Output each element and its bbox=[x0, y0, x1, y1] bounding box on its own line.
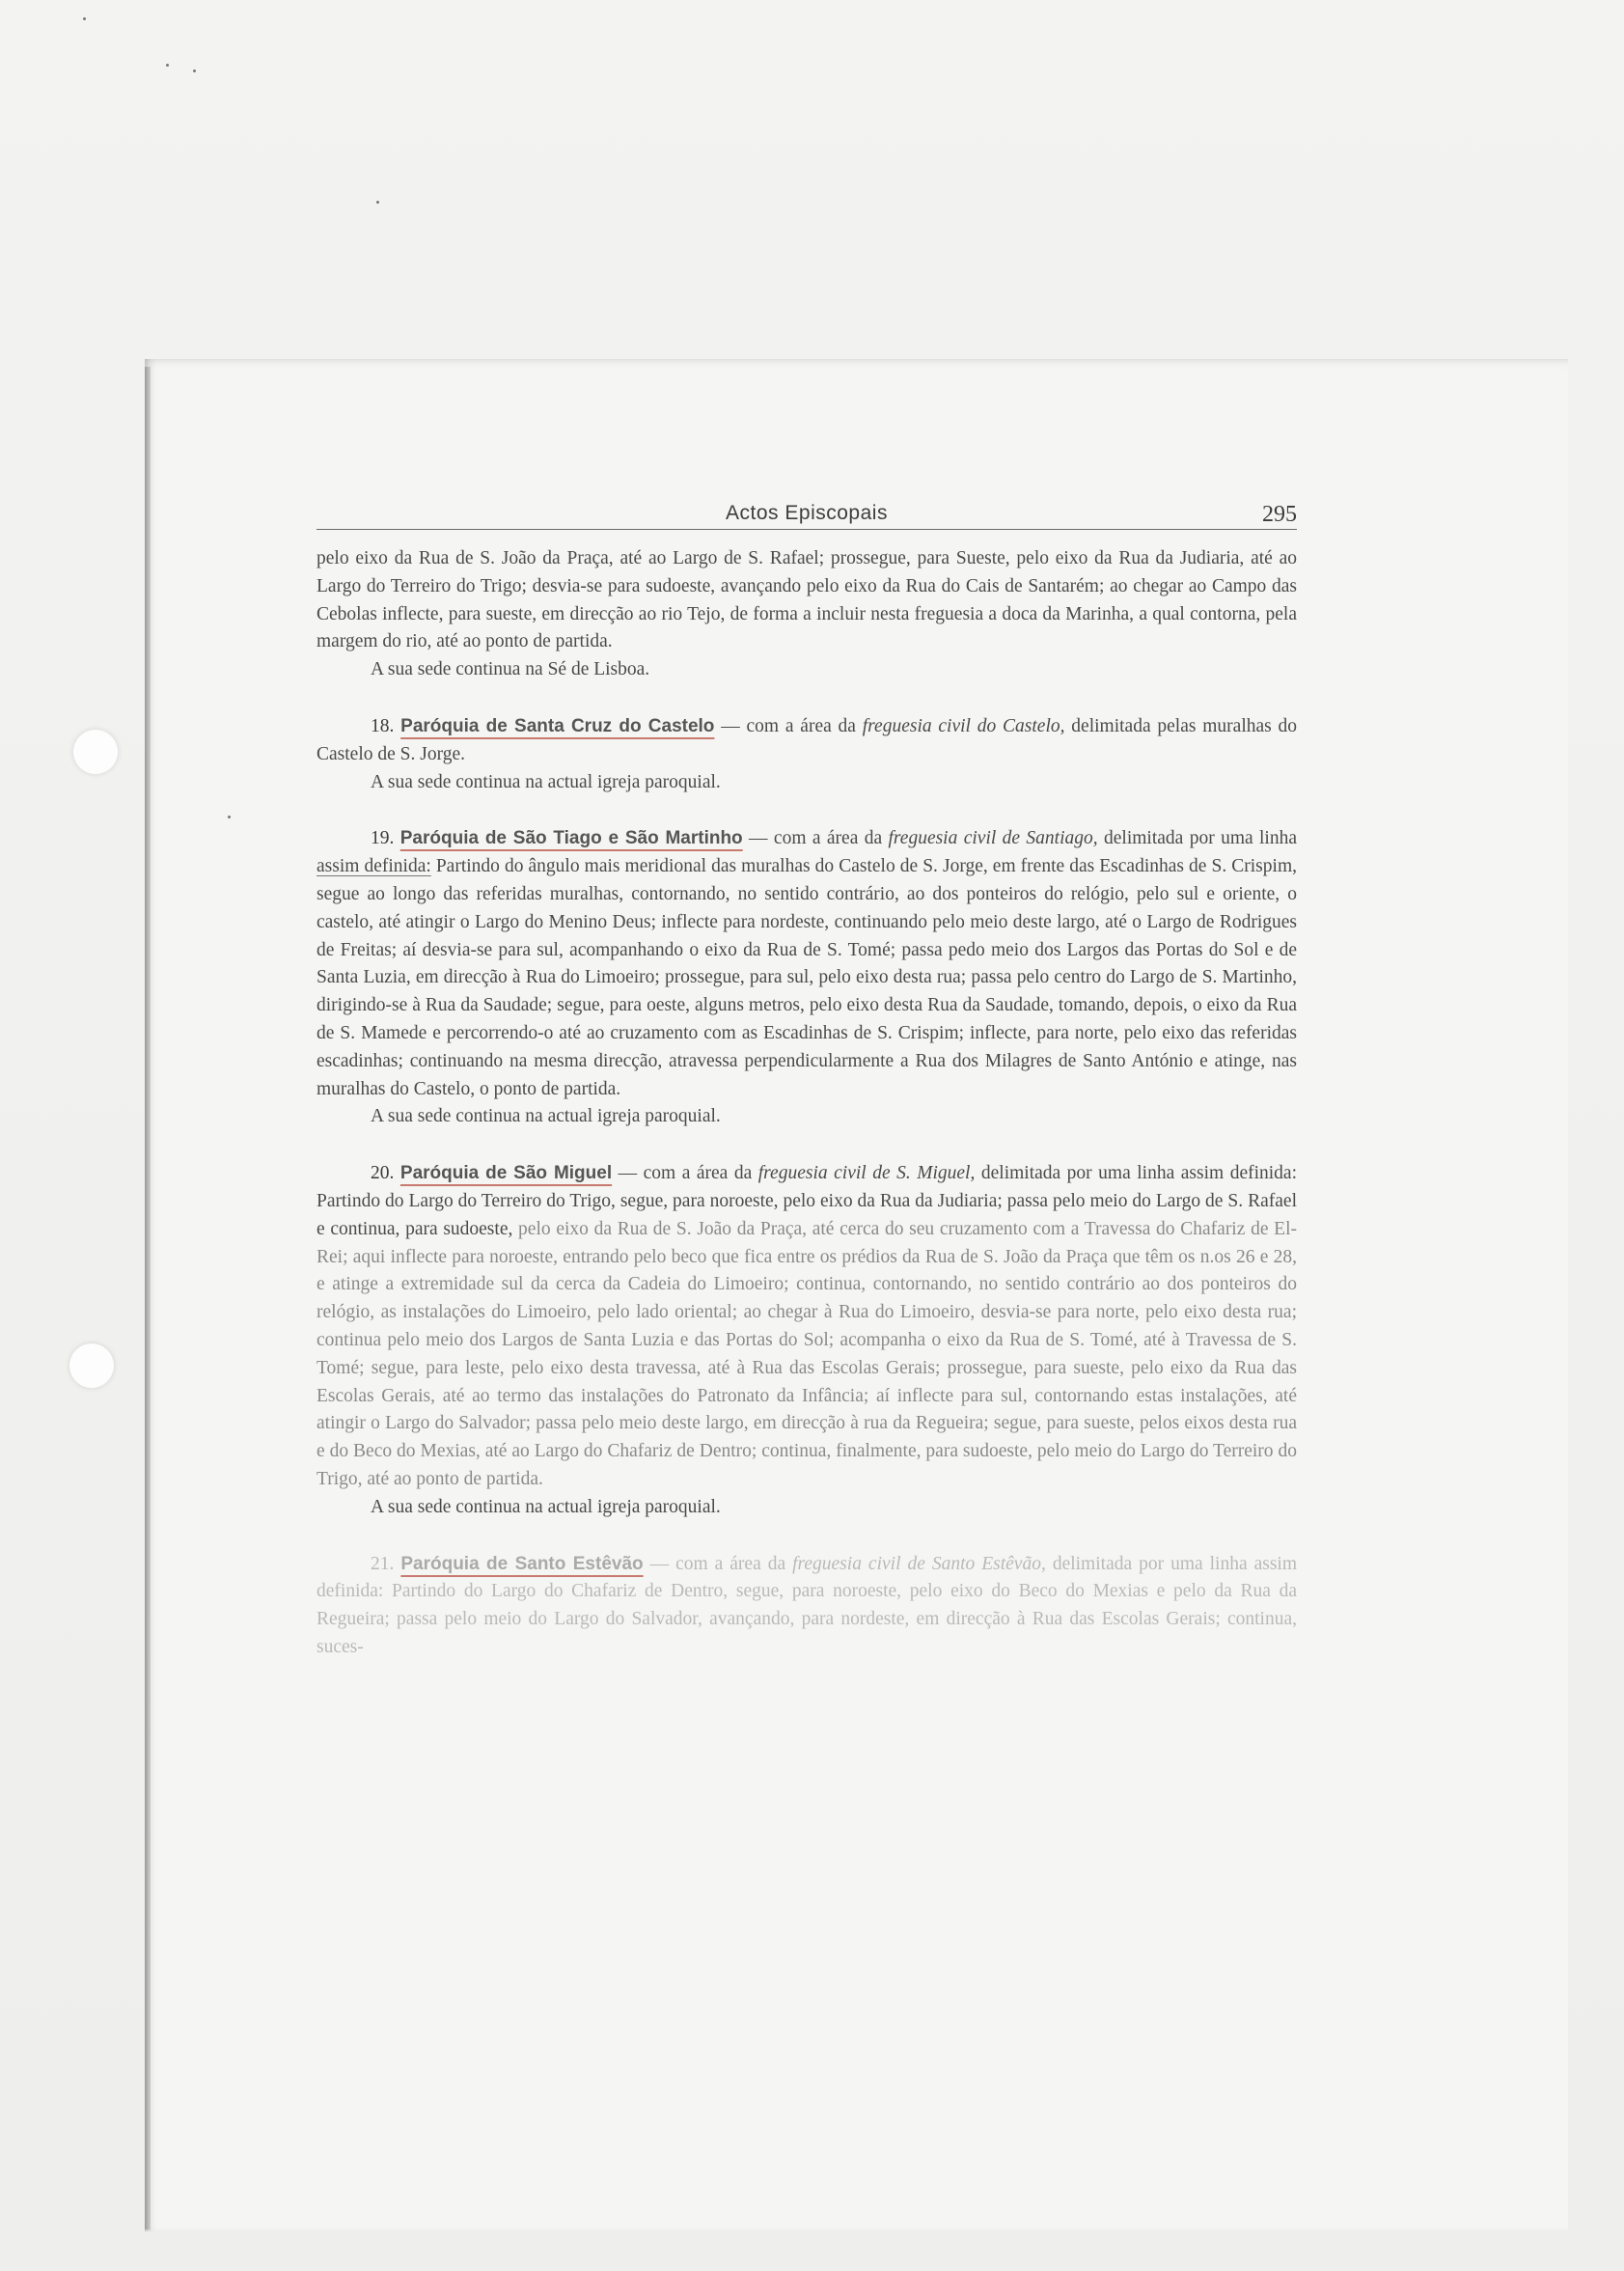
punch-hole-lower bbox=[69, 1343, 114, 1388]
section-term: freguesia civil de Santiago, bbox=[888, 828, 1098, 849]
section-body: delimitada por uma linha assim definida: Partindo do Largo do Terreiro do Trigo, segue, para noroeste, pelo eixo da Rua da Judiaria; passa pelo meio do Largo de S. Rafael e continua, para sudoeste, bbox=[317, 1163, 1297, 1239]
section-19 bbox=[317, 825, 1297, 1103]
document-body bbox=[317, 502, 1297, 1662]
section-lead: — com a área da bbox=[612, 1163, 758, 1184]
page-number: 295 bbox=[1262, 502, 1297, 527]
intro-paragraph bbox=[317, 545, 1297, 656]
section-heading: Paróquia de Santa Cruz do Castelo bbox=[400, 715, 715, 736]
section-21 bbox=[317, 1551, 1297, 1662]
section-lead: — com a área da bbox=[643, 1553, 793, 1574]
section-heading: Paróquia de São Miguel bbox=[399, 1163, 613, 1184]
section-number: 18. bbox=[371, 715, 395, 736]
section-lead: — com a área da bbox=[742, 828, 889, 849]
section-heading: Paróquia de Santo Estêvão bbox=[400, 1553, 644, 1574]
dust-speck bbox=[228, 816, 231, 818]
section-number: 20. bbox=[371, 1163, 395, 1184]
dust-speck bbox=[193, 69, 196, 72]
running-header bbox=[317, 502, 1297, 530]
section-lead: — com a área da bbox=[714, 715, 863, 736]
section-term: freguesia civil do Castelo, bbox=[862, 715, 1065, 736]
section-number: 19. bbox=[371, 828, 395, 849]
section-term: freguesia civil de Santo Estêvão, bbox=[792, 1553, 1046, 1574]
dust-speck bbox=[83, 17, 86, 20]
running-title: Actos Episcopais bbox=[726, 502, 888, 524]
section-20-seat: A sua sede continua na actual igreja paroquial. bbox=[371, 1496, 721, 1517]
paper-left-edge bbox=[145, 367, 151, 2229]
section-body: delimitada pelas muralhas do Castelo de S. Jorge. bbox=[317, 715, 1298, 764]
dust-speck bbox=[166, 64, 169, 67]
section-20 bbox=[317, 1160, 1297, 1494]
section-term: freguesia civil de S. Miguel, bbox=[757, 1163, 976, 1184]
section-heading: Paróquia de São Tiago e São Martinho bbox=[399, 828, 743, 849]
intro-text: pelo eixo da Rua de S. João da Praça, até ao Largo de S. Rafael; prossegue, para Sueste, pelo eixo da Rua da Judiaria, até ao Largo do Terreiro do Trigo; desvia-se para sudoeste, avançando pelo eixo da Rua do Cais de Santarém; ao chegar ao Campo das Cebolas inflecte, para sueste, em direcção ao rio Tejo, de forma a incluir nesta freguesia a doca da Marinha, a qual contorna, pela margem do rio, até ao ponto de partida. bbox=[317, 548, 1297, 652]
section-18 bbox=[317, 713, 1297, 769]
section-number: 21. bbox=[371, 1553, 395, 1574]
section-19-seat: A sua sede continua na actual igreja paroquial. bbox=[371, 1106, 721, 1127]
intro-seat: A sua sede continua na Sé de Lisboa. bbox=[371, 659, 650, 680]
section-mid: delimitada por uma linha bbox=[1097, 828, 1298, 849]
dust-speck bbox=[376, 201, 379, 204]
section-18-seat: A sua sede continua na actual igreja paroquial. bbox=[371, 771, 721, 792]
section-body: Partindo do ângulo mais meridional das muralhas do Castelo de S. Jorge, em frente das Escadinhas de S. Crispim, segue ao longo das referidas muralhas, contornando, no sentido contrário, ao dos ponteiros do relógio, pelo sul e oriente, o castelo, até atingir o Largo do Menino Deus; inflecte para nordeste, continuando pelo meio deste largo, até o Largo de Rodrigues de Freitas; aí desvia-se para sul, acompanhando o eixo da Rua de S. Tomé; passa pedo meio dos Largos das Portas do Sol e de Santa Luzia, em direcção à Rua do Limoeiro; prossegue, para sul, pelo eixo desta rua; passa pelo centro do Largo de S. Martinho, dirigindo-se à Rua da Saudade; segue, para oeste, alguns metros, pelo eixo desta Rua da Saudade, tomando, depois, o eixo da Rua de S. Mamede e percorrendo-o até ao cruzamento com as Escadinhas de S. Crispim; inflecte, para norte, pelo eixo das referidas escadinhas; continuando na mesma direcção, atravessa perpendicularmente a Rua dos Milagres de Santo António e atinge, nas muralhas do Castelo, o ponto de partida. bbox=[317, 856, 1297, 1099]
section-body-faded: pelo eixo da Rua de S. João da Praça, até cerca do seu cruzamento com a Travessa do Chafariz de El-Rei; aqui inflecte para noroeste, entrando pelo beco que fica entre os prédios da Rua de S. João da Praça que têm os n.os 26 e 28, e atinge a extremidade sul da cerca da Cadeia do Limoeiro; continua, contornando, no sentido contrário ao dos ponteiros do relógio, as instalações do Limoeiro, pelo lado oriental; ao chegar à Rua do Limoeiro, desvia-se para norte, pelo eixo desta rua; continua pelo meio dos Largos de Santa Luzia e das Portas do Sol; acompanha o eixo da Rua de S. Tomé, até à Travessa de S. Tomé; segue, para leste, pelo eixo desta travessa, até à Rua das Escolas Gerais; prossegue, para sueste, pelo eixo da Rua das Escolas Gerais, até ao termo das instalações do Patronato da Infância; aí inflecte para sul, contornando estas instalações, até atingir o Largo do Salvador; passa pelo meio deste largo, em direcção à rua da Regueira; segue, para sueste, pelos eixos desta rua e do Beco do Mexias, até ao Largo do Chafariz de Dentro; continua, finalmente, para sudoeste, pelo meio do Largo do Terreiro do Trigo, até ao ponto de partida. bbox=[317, 1218, 1298, 1489]
section-body: delimitada por uma linha assim definida: Partindo do Largo do Chafariz de Dentro, segue, para noroeste, pelo eixo do Beco do Mexias e pelo da Rua da Regueira; passa pelo meio do Largo do Salvador, avançando, para nordeste, em direcção à Rua das Escolas Gerais; continua, suces- bbox=[317, 1553, 1298, 1657]
punch-hole-upper bbox=[73, 730, 118, 774]
section-marked-phrase: assim definida: bbox=[317, 856, 431, 877]
